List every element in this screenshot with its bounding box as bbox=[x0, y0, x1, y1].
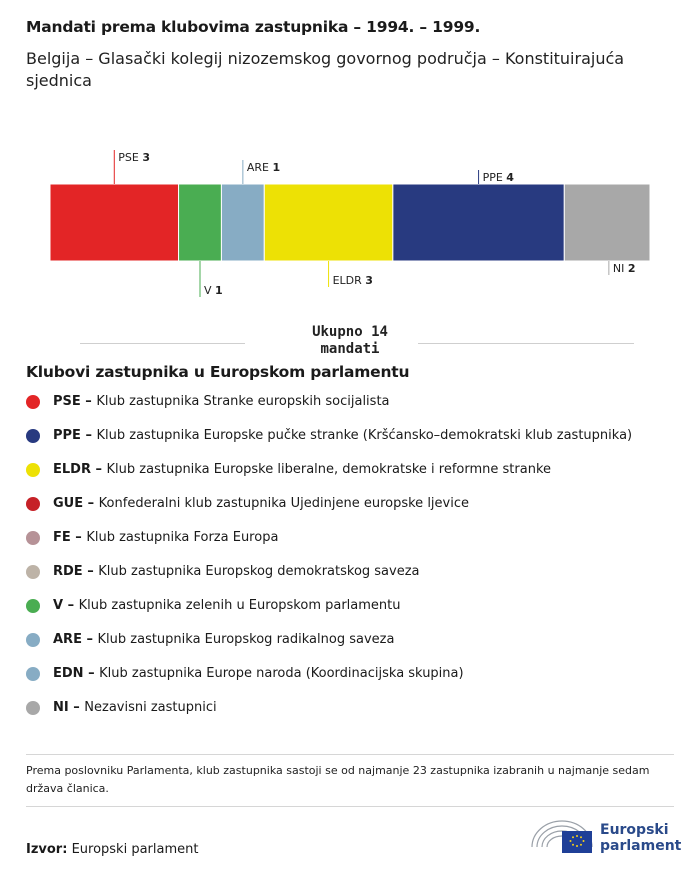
legend-dot bbox=[26, 599, 40, 613]
legend-abbr: PPE bbox=[53, 428, 81, 443]
legend-abbr: ARE bbox=[53, 632, 82, 647]
legend-abbr: ELDR bbox=[53, 462, 91, 477]
legend-item-v bbox=[26, 594, 676, 628]
bar-segment-eldr bbox=[264, 184, 393, 261]
legend-separator: – bbox=[90, 462, 107, 477]
legend-abbr: PSE bbox=[53, 394, 81, 409]
legend-separator: – bbox=[80, 428, 97, 443]
seat-distribution-chart bbox=[0, 140, 700, 310]
logo-line-1: Europski bbox=[600, 822, 669, 838]
legend-description: Klub zastupnika Europskog radikalnog saveza bbox=[97, 632, 395, 647]
bar-segment-pse bbox=[50, 184, 179, 261]
legend-abbr: FE bbox=[53, 530, 71, 545]
total-line-2: mandati bbox=[320, 341, 380, 357]
footnote: Prema poslovniku Parlamenta, klub zastupnika sastoji se od najmanje 23 zastupnika izabranih u najmanje sedam država članica. bbox=[26, 764, 650, 795]
legend-abbr: RDE bbox=[53, 564, 83, 579]
bar-segment-ni bbox=[564, 184, 650, 261]
legend-dot bbox=[26, 429, 40, 443]
legend-item-gue bbox=[26, 492, 676, 526]
legend-dot bbox=[26, 497, 40, 511]
legend-separator: – bbox=[80, 394, 97, 409]
chart-subtitle: Belgija – Glasački kolegij nizozemskog govornog područja – Konstituirajuća sjednica bbox=[26, 49, 625, 90]
legend-separator: – bbox=[81, 632, 98, 647]
legend-dot bbox=[26, 701, 40, 715]
legend-separator: – bbox=[83, 496, 99, 511]
total-divider-right bbox=[418, 343, 634, 344]
legend-description: Konfederalni klub zastupnika Ujedinjene europske ljevice bbox=[98, 496, 469, 511]
bar-label-ppe: PPE 4 bbox=[482, 171, 514, 184]
logo-line-2: parlament bbox=[600, 838, 682, 854]
bar-label-ni: NI 2 bbox=[612, 262, 636, 275]
legend-description: Klub zastupnika Stranke europskih socijalista bbox=[96, 394, 390, 409]
legend-item-are bbox=[26, 628, 676, 662]
legend-abbr: V bbox=[53, 598, 64, 613]
legend-separator: – bbox=[83, 666, 100, 681]
legend-dot bbox=[26, 667, 40, 681]
chart-title: Mandati prema klubovima zastupnika – 1994. – 1999. bbox=[26, 18, 481, 36]
legend-separator: – bbox=[68, 700, 85, 715]
legend-description: Klub zastupnika Europskog demokratskog saveza bbox=[98, 564, 420, 579]
legend-abbr: EDN bbox=[53, 666, 84, 681]
legend-separator: – bbox=[82, 564, 99, 579]
hemicycle-icon bbox=[528, 817, 596, 857]
legend-description: Klub zastupnika Forza Europa bbox=[86, 530, 279, 545]
legend-item-rde bbox=[26, 560, 676, 594]
european-parliament-logo bbox=[528, 817, 682, 857]
legend-abbr: GUE bbox=[53, 496, 84, 511]
legend-dot bbox=[26, 463, 40, 477]
legend-description: Klub zastupnika Europe naroda (Koordinacijska skupina) bbox=[99, 666, 464, 681]
bar-segment-v bbox=[179, 184, 222, 261]
divider-bottom bbox=[26, 806, 674, 807]
bar-segment-ppe bbox=[393, 184, 564, 261]
legend-title: Klubovi zastupnika u Europskom parlamentu bbox=[26, 363, 410, 381]
bar-label-pse: PSE 3 bbox=[118, 151, 151, 164]
source-value: Europski parlament bbox=[71, 842, 199, 857]
legend-dot bbox=[26, 565, 40, 579]
divider-top bbox=[26, 754, 674, 755]
legend-description: Nezavisni zastupnici bbox=[84, 700, 217, 715]
legend-description: Klub zastupnika zelenih u Europskom parlamentu bbox=[78, 598, 401, 613]
legend-item-eldr bbox=[26, 458, 676, 492]
legend-separator: – bbox=[63, 598, 79, 613]
legend bbox=[26, 390, 676, 730]
bar-label-eldr: ELDR 3 bbox=[332, 274, 373, 287]
total-line-1: Ukupno 14 bbox=[312, 324, 388, 340]
bar-segment-are bbox=[221, 184, 264, 261]
total-seats bbox=[0, 322, 700, 362]
legend-item-ni bbox=[26, 696, 676, 730]
bar-label-v: V 1 bbox=[204, 284, 223, 297]
legend-separator: – bbox=[70, 530, 87, 545]
source-label: Izvor: bbox=[26, 842, 68, 857]
legend-dot bbox=[26, 395, 40, 409]
legend-item-fe bbox=[26, 526, 676, 560]
legend-dot bbox=[26, 531, 40, 545]
legend-item-edn bbox=[26, 662, 676, 696]
legend-dot bbox=[26, 633, 40, 647]
legend-item-ppe bbox=[26, 424, 676, 458]
source bbox=[26, 842, 198, 857]
bar-label-are: ARE 1 bbox=[246, 161, 281, 174]
legend-description: Klub zastupnika Europske liberalne, demokratske i reformne stranke bbox=[106, 462, 552, 477]
legend-description: Klub zastupnika Europske pučke stranke (Kršćansko–demokratski klub zastupnika) bbox=[96, 428, 633, 443]
legend-item-pse bbox=[26, 390, 676, 424]
total-divider-left bbox=[80, 343, 245, 344]
legend-abbr: NI bbox=[53, 700, 69, 715]
